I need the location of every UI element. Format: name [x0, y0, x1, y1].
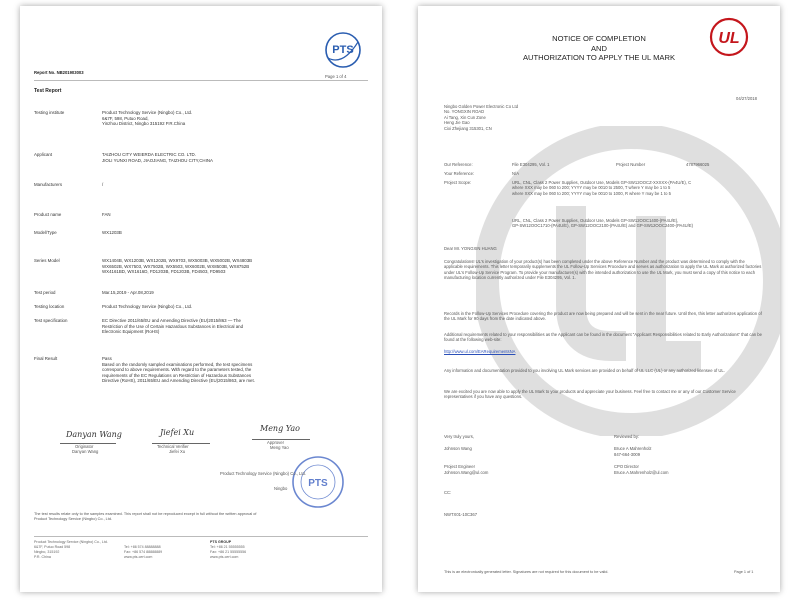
report-field-value: EC Directive 2011/65/EU and Amending Directive (EU)2015/863 — The Restriction of the Use of Certain Hazardous Substances in Electrical and Electronic Equipment (RoHS) — [102, 318, 244, 335]
footer-company: Product Technology Service (Ningbo) Co., Ltd. — [34, 540, 108, 544]
signer-right-role: CPO Director — [614, 464, 639, 469]
ul-logo-text: UL — [718, 30, 740, 47]
notice-page-number: Page 1 of 1 — [734, 570, 754, 574]
report-field-value: Product Technology Service (Ningbo) Co., Ltd. — [102, 304, 193, 309]
letter-paragraph-2: Records in the Follow-Up Services Procedure covering the product are now being prepared and will be sent in the near future. Until then, this letter authorizes application of the UL Mark for 90 days from the date indicated above. — [444, 311, 762, 322]
report-field-value: / — [102, 182, 104, 187]
originator-role: Originator — [75, 444, 94, 449]
address-line-3: Ai Tang, Xin Cun Zone — [444, 114, 486, 120]
stamp-organization: Product Technology Service (Ningbo) Co., Ltd. — [220, 471, 307, 476]
originator-name: Danyan Wang — [72, 449, 99, 454]
closing: Very truly yours, — [444, 434, 475, 439]
reviewed-by-label: Reviewed by: — [614, 434, 640, 439]
address-line-4: Heng Jie Gao — [444, 120, 470, 126]
footer-tel: Tel: +86 574 88888888 — [124, 545, 161, 549]
project-scope-second: URL, CNL, Class 2 Power Supplies, Outdoor Use, Models GP-SW12OOC1400-(PA4U/E), GP-SW12OOC1710-(PA4U/E), GP-SW12OOC2100-(PA4U/E) and GP-SW12OOC2400-(PA4U/E) — [512, 218, 694, 229]
footer-web[interactable]: www.pts-cert.com — [124, 555, 153, 559]
stamp-city: Ningbo — [274, 486, 288, 491]
company-stamp — [290, 454, 346, 510]
signer-right-name: Bruce A Mahrenholz — [614, 446, 652, 451]
footer-note: This is an electronically generated letter. Signatures are not required for this document to be valid. — [444, 570, 609, 574]
stamp-logo-text: PTS — [308, 478, 328, 489]
address-line-2: No. YONGXIN ROAD — [444, 109, 485, 115]
verifier-signature: Jiefei Xu — [160, 428, 195, 437]
header-divider — [34, 80, 368, 81]
title-line-3: AUTHORIZATION TO APPLY THE UL MARK — [522, 53, 676, 63]
report-field-value: WX1404B, WX1203B, WX1202B, WX9703, WX5003B, WX5002B, WX4803B WX6502B, WX7503, WX7502B, WX5503, WX6002B, WX8503B, WX8752B WX4161BD, WX1616D, FD1203B, FD1203B, FD4503, FD9503 — [102, 258, 253, 275]
requirements-link[interactable]: http://www.ul.com/EARequirementsNA — [444, 349, 516, 354]
footer-group: PTS GROUP — [210, 540, 232, 544]
letter-paragraph-4: Any information and documentation provided to you involving UL Mark services are provided on behalf of UL LLC (UL) or any authorized licensee of UL. — [444, 368, 725, 373]
notice-date: 04/27/2018 — [736, 96, 757, 101]
approver-role: Approver — [267, 440, 284, 445]
originator-signature: Danyan Wang — [66, 430, 122, 439]
report-field-label: Model/Type — [34, 230, 57, 235]
report-field-value: FAN — [102, 212, 111, 217]
title-line-2: AND — [590, 43, 608, 53]
report-field-label: Test period — [34, 290, 56, 295]
cc-label: CC: — [444, 490, 452, 495]
footer-group-tel: Tel: +86 21 55555555 — [210, 545, 245, 549]
pts-logo — [318, 30, 368, 70]
recipient-address — [444, 104, 518, 131]
report-field-value: Mar.15,2019 - Apr.08,2019 — [102, 290, 154, 295]
our-reference-label: Our Reference: — [444, 162, 473, 167]
footer-group-web[interactable]: www.pts-cert.com — [210, 555, 239, 559]
report-field-label: Test specification — [34, 318, 68, 323]
salutation: Dear Mr. YONGXIN HUANG — [444, 246, 497, 251]
report-field-value: WX1203B — [102, 230, 122, 235]
your-reference-value: N/A — [512, 171, 519, 176]
project-number-label: Project Number — [616, 162, 646, 167]
letter-paragraph-3: Additional requirements related to your responsibilities as the Applicant can be found in the document "Applicant Responsibilities related to Early Authorizations" that can be found at the following web-site: — [444, 332, 762, 343]
stamp-seal-icon — [290, 454, 346, 510]
signer-right-phone: 847-664-3009 — [614, 452, 641, 457]
report-field-label: Testing institute — [34, 110, 65, 115]
report-field-value: Product Technology Service (Ningbo) Co., Ltd. 6&7F, 598, Putuo Road, Yinzhou District, Ningbo 315192 P.R.China — [102, 110, 193, 127]
report-field-label: Product name — [34, 212, 62, 217]
approver-signature: Meng Yao — [260, 424, 300, 433]
signer-left-email: Johnson.Wang@ul.com — [444, 470, 489, 475]
footer-fax: Fax: +86 574 88888889 — [124, 550, 163, 554]
footer-country: P.R. China — [34, 555, 51, 559]
page-number: Page 1 of 4 — [325, 74, 347, 79]
footer-divider — [34, 536, 368, 537]
report-number: Report No. NB201903003 — [34, 70, 84, 75]
report-field-value: TAIZHOU CITY WEIERDA ELECTRIC CO. LTD. JIOLI YUNXI ROAD, JIAOJIANG, TAIZHOU CITY,CHINA — [102, 152, 213, 163]
footer-city: Ningbo, 315192 — [34, 550, 60, 554]
project-number-value: 4787966025 — [686, 162, 710, 167]
document-code: NWTX01-10C367 — [444, 512, 478, 517]
footer-group-fax: Fax: +86 21 55555556 — [210, 550, 247, 554]
report-field-label: Testing location — [34, 304, 65, 309]
letter-paragraph-5: We are excited you are now able to apply the UL Mark to your products and appreciate your business. Feel free to contact me or any of our Customer Service representatives if you have any questions. — [444, 389, 736, 400]
signer-left-role: Project Engineer — [444, 464, 475, 469]
verifier-role: Technical Verifier — [157, 444, 189, 449]
test-report-sheet — [20, 6, 382, 592]
signer-left-name: Johnson Wang — [444, 446, 472, 451]
signer-right-email: Bruce.A.Mahrenholz@ul.com — [614, 470, 669, 475]
report-field-label: Manufacturers — [34, 182, 63, 187]
report-field-label: Final Result — [34, 356, 58, 361]
pts-logo-icon — [318, 30, 368, 70]
report-field-label: Series Model — [34, 258, 60, 263]
report-title: Test Report — [34, 88, 62, 94]
notice-title — [418, 34, 780, 63]
your-reference-label: Your Reference: — [444, 171, 475, 176]
disclaimer-text: The test results relate only to the samples examined. This report shall not be reproduced except in full without the written approval of Product Technology Service (Ningbo) Co., Ltd. — [34, 512, 257, 521]
approver-name: Meng Yao — [270, 445, 289, 450]
project-scope-label: Project Scope: — [444, 180, 472, 185]
footer-address: 6&7F, Putuo Road 598 — [34, 545, 71, 549]
report-field-label: Applicant — [34, 152, 53, 157]
report-field-value: Pass Based on the randomly sampled examinations performed, the test specimens correspond to above requirements. With regard to the parameters tested, the requirements of the EC Regulations on Restriction of Hazardous Substances Directive (RoHS), 2011/65/EU and Amending Directive (EU)2015/863, are met. — [102, 356, 255, 384]
letter-paragraph-1: Congratulations! UL's investigation of your product(s) has been completed under the above Reference Number and the product was determined to comply with the applicable requirements. This letter temporarily supplements the UL Follow-Up Services Procedure and serves as authorization to apply the UL Mark at authorized factories under UL's Follow-Up Service Program. To provide your manufacturer(s) with the intended authorization to use the UL Mark, you must send a copy of this notice to each manufacturing location currently authorized under File E304295, Vol. 1. — [444, 259, 762, 281]
verifier-name: Jiefei Xu — [169, 449, 186, 454]
project-scope-value: URL, CNL, Class 2 Power Supplies, Outdoor Use, Models GP-SW12OOCZ-XXXXX-(PA4U/E), C where XXX may be 060 to 200; YYYY may be 0010 to 2500, T where Y may be 1 to 5 where XXX may be 060 to 200; YYYY may be 0010 to 1000, R where Y may be 1 to 5 — [512, 180, 692, 196]
ul-notice-sheet — [418, 6, 780, 592]
pts-logo-text: PTS — [332, 44, 354, 56]
our-reference-value: File E304295, Vol. 1 — [512, 162, 550, 167]
address-line-5: Cixi Zhejiang 315301, CN — [444, 125, 492, 131]
address-line-1: Ningbo Golden Power Electronic Co Ltd — [444, 104, 519, 109]
title-line-1: NOTICE OF COMPLETION — [552, 34, 646, 43]
